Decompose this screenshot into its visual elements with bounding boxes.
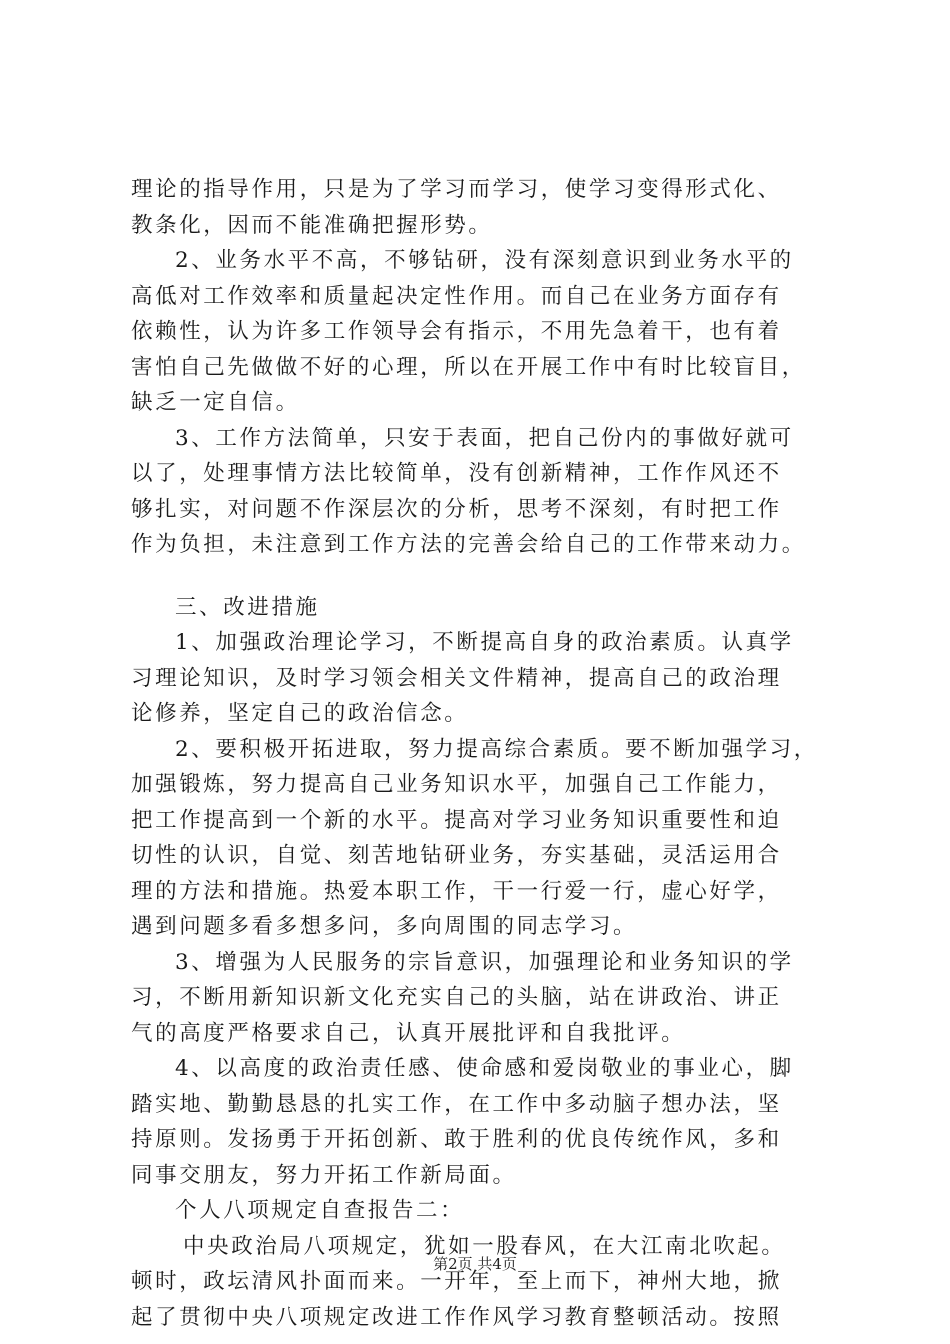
report-subtitle: 个人八项规定自查报告二： xyxy=(175,1198,465,1223)
text-line: 理论的指导作用，只是为了学习而学习，使学习变得形式化、 xyxy=(131,177,782,202)
text-line: 作为负担，未注意到工作方法的完善会给自己的工作带来动力。 xyxy=(131,532,806,557)
text-line: 3、工作方法简单，只安于表面，把自己份内的事做好就可 xyxy=(175,425,794,451)
page-number-footer: 第2页 共4页 xyxy=(433,1255,517,1273)
text-line: 2、业务水平不高，不够钻研，没有深刻意识到业务水平的 xyxy=(175,248,794,273)
text-line: 2、要积极开拓进取，努力提高综合素质。要不断加强学习， xyxy=(175,736,818,762)
text-line: 踏实地、勤勤恳恳的扎实工作，在工作中多动脑子想办法，坚 xyxy=(131,1091,782,1117)
text-line: 气的高度严格要求自己，认真开展批评和自我批评。 xyxy=(131,1020,686,1046)
text-line: 遇到问题多看多想多问，多向周围的同志学习。 xyxy=(131,914,638,939)
text-line: 理的方法和措施。热爱本职工作，干一行爱一行，虚心好学， xyxy=(131,878,782,904)
text-line: 4、以高度的政治责任感、使命感和爱岗敬业的事业心，脚 xyxy=(175,1056,794,1081)
text-line: 论修养，坚定自己的政治信念。 xyxy=(131,701,469,726)
text-line: 害怕自己先做做不好的心理，所以在开展工作中有时比较盲目， xyxy=(131,354,806,380)
document-body xyxy=(131,172,836,1335)
text-line: 同事交朋友，努力开拓工作新局面。 xyxy=(131,1162,517,1188)
text-line: 顿时，政坛清风扑面而来。一开年，至上而下，神州大地，掀 xyxy=(131,1269,782,1294)
text-line: 高低对工作效率和质量起决定性作用。而自己在业务方面存有 xyxy=(131,283,782,309)
text-line: 以了，处理事情方法比较简单，没有创新精神，工作作风还不 xyxy=(131,461,782,486)
text-line: 起了贯彻中央八项规定改进工作作风学习教育整顿活动。按照 xyxy=(131,1304,782,1330)
text-line: 习理论知识，及时学习领会相关文件精神，提高自己的政治理 xyxy=(131,665,782,691)
section-heading: 三、改进措施 xyxy=(175,594,320,620)
text-line: 3、增强为人民服务的宗旨意识，加强理论和业务知识的学 xyxy=(175,949,794,975)
text-line: 教条化，因而不能准确把握形势。 xyxy=(131,212,493,238)
paragraph-gap xyxy=(131,563,836,590)
text-line: 依赖性，认为许多工作领导会有指示，不用先急着干，也有着 xyxy=(131,319,782,344)
text-line: 加强锻炼，努力提高自己业务知识水平，加强自己工作能力， xyxy=(131,772,782,797)
text-line: 够扎实，对问题不作深层次的分析，思考不深刻，有时把工作 xyxy=(131,496,782,522)
text-line: 切性的认识，自觉、刻苦地钻研业务，夯实基础，灵活运用合 xyxy=(131,843,782,868)
text-line: 1、加强政治理论学习，不断提高自身的政治素质。认真学 xyxy=(175,630,794,655)
text-line: 中央政治局八项规定，犹如一股春风，在大江南北吹起。 xyxy=(183,1233,786,1259)
text-line: 习，不断用新知识新文化充实自己的头脑，站在讲政治、讲正 xyxy=(131,985,782,1010)
text-line: 缺乏一定自信。 xyxy=(131,390,300,415)
text-line: 把工作提高到一个新的水平。提高对学习业务知识重要性和迫 xyxy=(131,807,782,833)
text-line: 持原则。发扬勇于开拓创新、敢于胜利的优良传统作风，多和 xyxy=(131,1127,782,1152)
